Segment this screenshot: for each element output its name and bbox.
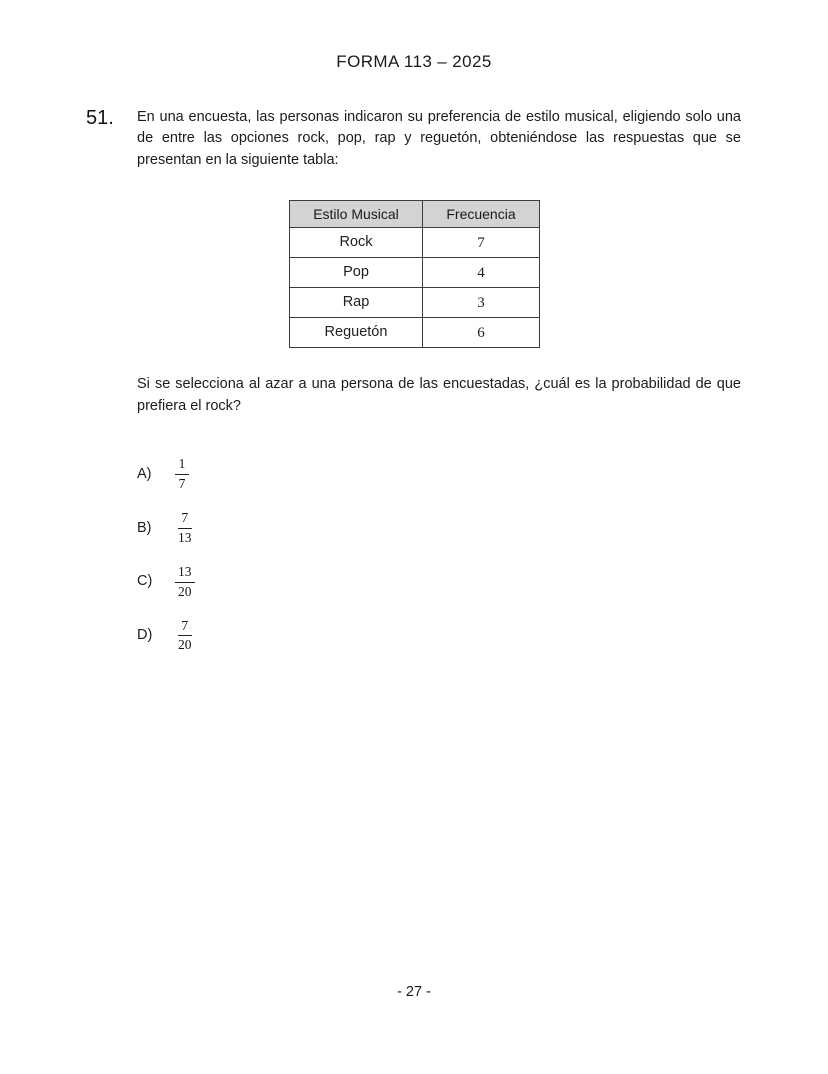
option-b [137, 510, 741, 547]
option-label: B) [137, 519, 152, 536]
table-row [290, 228, 540, 258]
frequency-cell: 6 [423, 318, 540, 348]
frequency-table [289, 200, 540, 348]
style-cell: Pop [290, 258, 423, 288]
fraction [175, 510, 195, 547]
fraction-denominator: 20 [178, 583, 192, 599]
frequency-cell: 4 [423, 258, 540, 288]
page-title: FORMA 113 – 2025 [336, 52, 492, 71]
table-header-row [290, 201, 540, 228]
answer-options [137, 456, 741, 654]
fraction-numerator: 13 [175, 564, 195, 583]
style-cell: Rock [290, 228, 423, 258]
table-row [290, 258, 540, 288]
frequency-cell: 3 [423, 288, 540, 318]
question-51 [0, 107, 828, 671]
table-row [290, 318, 540, 348]
style-cell: Reguetón [290, 318, 423, 348]
fraction [175, 456, 189, 493]
table-header-style: Estilo Musical [290, 201, 423, 228]
fraction-numerator: 7 [178, 618, 192, 637]
page-number: - 27 - [397, 984, 431, 1000]
table-header-frequency: Frecuencia [423, 201, 540, 228]
option-label: C) [137, 573, 153, 590]
frequency-cell: 7 [423, 228, 540, 258]
option-c [137, 564, 741, 601]
fraction [175, 618, 195, 655]
fraction-numerator: 1 [175, 456, 189, 475]
question-body [137, 107, 741, 671]
option-a [137, 456, 741, 493]
option-label: A) [137, 465, 152, 482]
option-label: D) [137, 627, 153, 644]
question-number: 51. [86, 107, 114, 129]
fraction-numerator: 7 [178, 510, 192, 529]
option-d [137, 618, 741, 655]
question-intro: En una encuesta, las personas indicaron su preferencia de estilo musical, eligiendo solo una de entre las opciones rock, pop, rap y reguetón, obteniéndose las respuestas que se presentan en la siguiente tabla: [137, 109, 741, 168]
fraction-denominator: 7 [178, 476, 186, 492]
question-prompt: Si se selecciona al azar a una persona de las encuestadas, ¿cuál es la probabilidad de que prefiera el rock? [137, 376, 741, 414]
fraction-denominator: 20 [178, 637, 192, 653]
fraction-denominator: 13 [178, 529, 192, 545]
fraction [175, 564, 195, 601]
style-cell: Rap [290, 288, 423, 318]
table-row [290, 288, 540, 318]
